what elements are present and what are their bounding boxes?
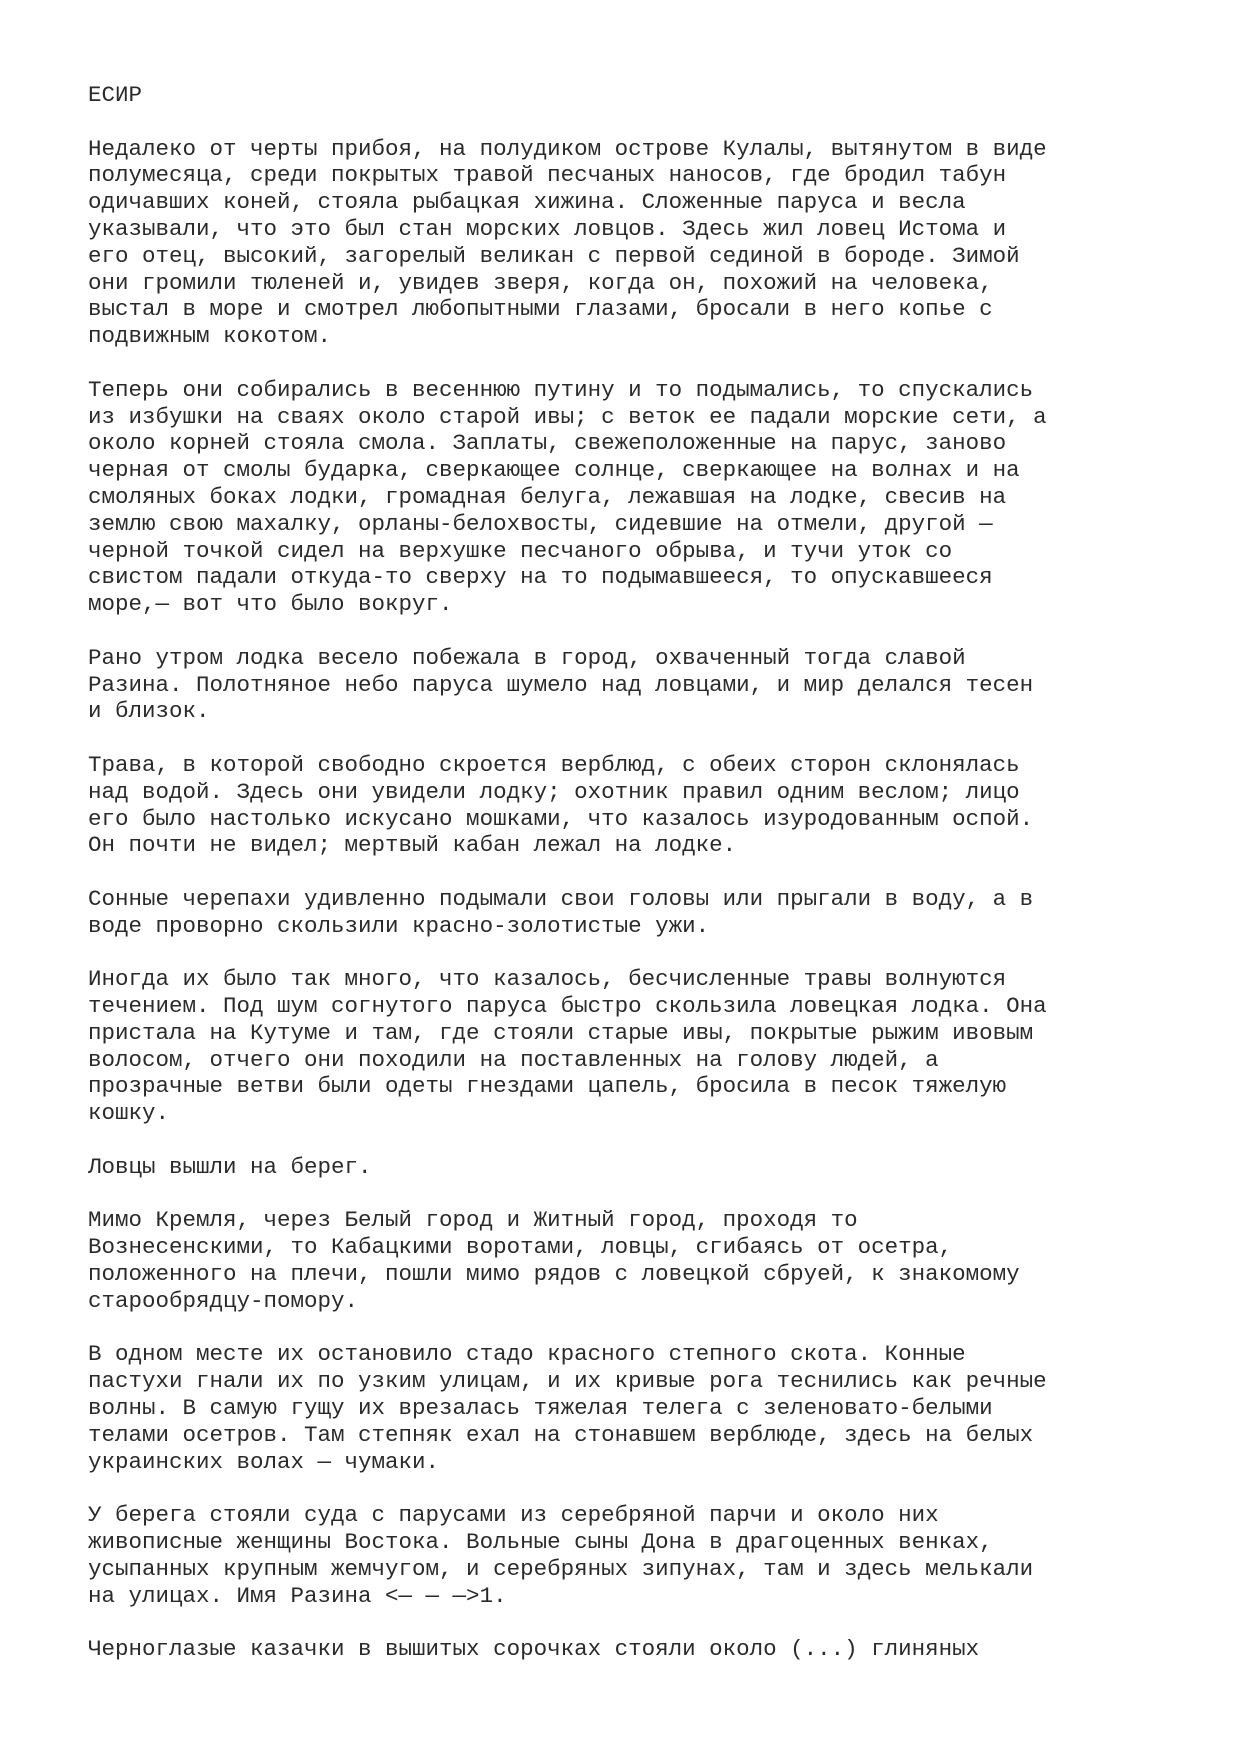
text-line: указывали, что это был стан морских ловцов. Здесь жил ловец Истома и (88, 215, 1007, 242)
text-line: полумесяца, среди покрытых травой песчаных наносов, где бродил табун (88, 162, 1007, 189)
text-line: пастухи гнали их по узким улицам, и их кривые рога теснились как речные (88, 1368, 1047, 1395)
text-line: Ловцы вышли на берег. (88, 1153, 372, 1180)
text-line: и близок. (88, 698, 210, 725)
paragraph (88, 886, 1168, 940)
paragraph (88, 1502, 1168, 1609)
text-line: черная от смолы бударка, сверкающее солнце, сверкающее на волнах и на (88, 457, 1020, 484)
text-line: черной точкой сидел на верхушке песчаного обрыва, и тучи уток со (88, 537, 953, 564)
text-line: море,— вот что было вокруг. (88, 591, 453, 618)
paragraph (88, 1636, 1168, 1663)
text-line: Черноглазые казачки в вышитых сорочках стояли около (...) глиняных (88, 1636, 980, 1663)
paragraph (88, 645, 1168, 725)
text-line: Вознесенскими, то Кабацкими воротами, ловцы, сгибаясь от осетра, (88, 1234, 953, 1261)
text-line: телами осетров. Там степняк ехал на стонавшем верблюде, здесь на белых (88, 1421, 1034, 1448)
text-line: усыпанных крупным жемчугом, и серебряных зипунах, там и здесь мелькали (88, 1555, 1034, 1582)
paragraph (88, 136, 1168, 350)
text-line: волосом, отчего они походили на поставленных на голову людей, а (88, 1046, 939, 1073)
text-line: прозрачные ветви были одеты гнездами цапель, бросила в песок тяжелую (88, 1073, 1007, 1100)
text-line: украинских волах — чумаки. (88, 1448, 440, 1475)
text-line: одичавших коней, стояла рыбацкая хижина. Сложенные паруса и весла (88, 189, 966, 216)
text-line: Сонные черепахи удивленно подымали свои головы или прыгали в воду, а в (88, 885, 1034, 912)
text-line: на улицах. Имя Разина <— — —>1. (88, 1582, 507, 1609)
text-line: У берега стояли суда с парусами из серебряной парчи и около них (88, 1502, 939, 1529)
text-line: старообрядцу-помору. (88, 1287, 359, 1314)
text-line: выстал в море и смотрел любопытными глазами, бросали в него копье с (88, 296, 993, 323)
text-line: они громили тюленей и, увидев зверя, когда он, похожий на человека, (88, 269, 993, 296)
paragraph (88, 1341, 1168, 1475)
text-line: Недалеко от черты прибоя, на полудиком острове Кулалы, вытянутом в виде (88, 135, 1047, 162)
document-page (88, 82, 1168, 1690)
text-line: около корней стояла смола. Заплаты, свежеположенные на парус, заново (88, 430, 1007, 457)
text-line: Он почти не видел; мертвый кабан лежал на лодке. (88, 832, 737, 859)
text-line: его было настолько искусано мошками, что казалось изуродованным оспой. (88, 805, 1034, 832)
text-line: Теперь они собирались в весеннюю путину и то подымались, то спускались (88, 376, 1034, 403)
paragraph (88, 1207, 1168, 1314)
text-line: землю свою махалку, орланы-белохвосты, сидевшие на отмели, другой — (88, 510, 993, 537)
text-line: волны. В самую гущу их врезалась тяжелая телега с зеленовато-белыми (88, 1395, 993, 1422)
text-line: живописные женщины Востока. Вольные сыны Дона в драгоценных венках, (88, 1529, 993, 1556)
paragraph (88, 752, 1168, 859)
text-line: его отец, высокий, загорелый великан с первой сединой в бороде. Зимой (88, 242, 1020, 269)
text-line: из избушки на сваях около старой ивы; с веток ее падали морские сети, а (88, 403, 1047, 430)
text-line: свистом падали откуда-то сверху на то подымавшееся, то опускавшееся (88, 564, 993, 591)
text-line: пристала на Кутуме и там, где стояли старые ивы, покрытые рыжим ивовым (88, 1019, 1034, 1046)
text-line: смоляных боках лодки, громадная белуга, лежавшая на лодке, свесив на (88, 483, 1007, 510)
text-line: Разина. Полотняное небо паруса шумело над ловцами, и мир делался тесен (88, 671, 1034, 698)
paragraph (88, 377, 1168, 618)
text-line: Рано утром лодка весело побежала в город, охваченный тогда славой (88, 644, 966, 671)
text-line: Иногда их было так много, что казалось, бесчисленные травы волнуются (88, 966, 1007, 993)
text-line: Трава, в которой свободно скроется верблюд, с обеих сторон склонялась (88, 751, 1020, 778)
text-line: кошку. (88, 1100, 170, 1127)
paragraph (88, 966, 1168, 1127)
text-line: над водой. Здесь они увидели лодку; охотник правил одним веслом; лицо (88, 778, 1020, 805)
text-line: течением. Под шум согнутого паруса быстро скользила ловецкая лодка. Она (88, 993, 1047, 1020)
text-line: подвижным кокотом. (88, 323, 332, 350)
document-body (88, 136, 1168, 1663)
text-line: В одном месте их остановило стадо красного степного скота. Конные (88, 1341, 966, 1368)
document-title: ЕСИР (88, 82, 143, 108)
text-line: Мимо Кремля, через Белый город и Житный город, проходя то (88, 1207, 858, 1234)
text-line: положенного на плечи, пошли мимо рядов с ловецкой сбруей, к знакомому (88, 1261, 1020, 1288)
text-line: воде проворно скользили красно-золотистые ужи. (88, 912, 710, 939)
paragraph (88, 1154, 1168, 1181)
